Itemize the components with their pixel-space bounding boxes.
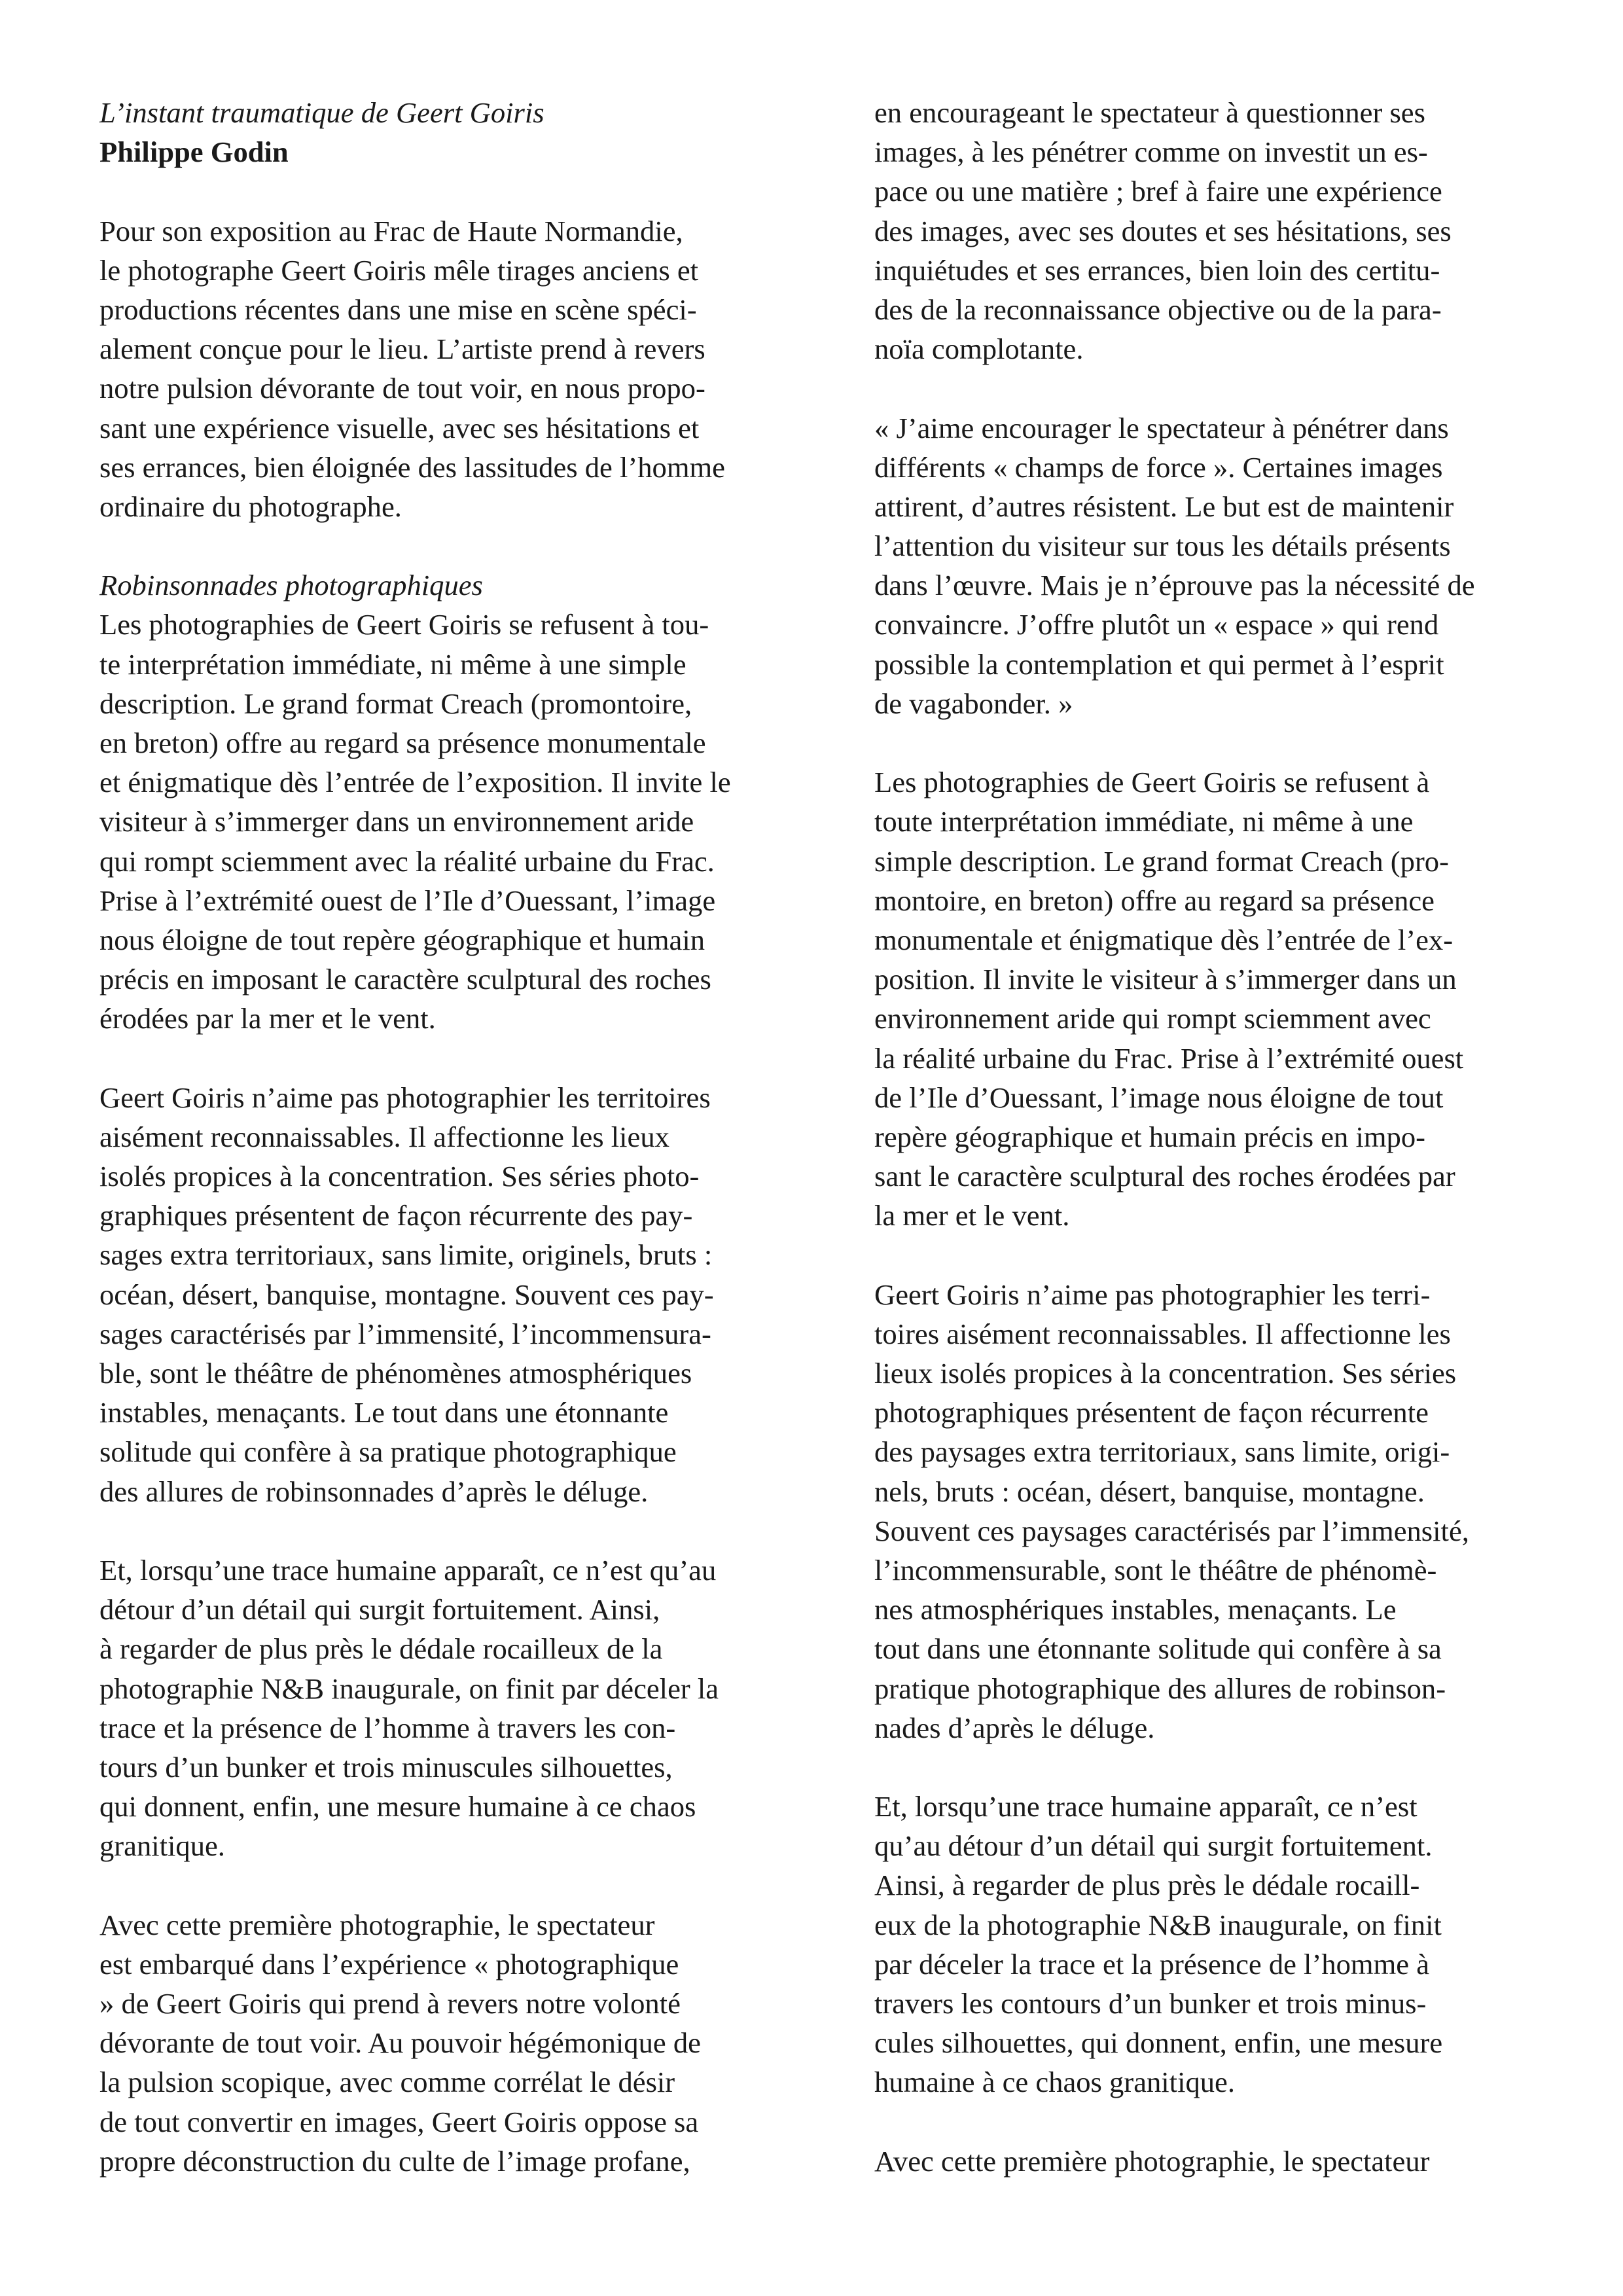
text-line: isolés propices à la concentration. Ses séries photo- <box>99 1160 700 1193</box>
text-line: détour d’un détail qui surgit fortuitement. Ainsi, <box>99 1593 660 1626</box>
text-line: l’attention du visiteur sur tous les détails présents <box>874 529 1451 563</box>
text-line: Avec cette première photographie, le spectateur <box>99 1908 655 1941</box>
text-line: Les photographies de Geert Goiris se refusent à tou- <box>99 608 709 641</box>
text-line: Avec cette première photographie, le spectateur <box>874 2144 1430 2178</box>
paragraph-spacer <box>874 368 1584 408</box>
left-column <box>99 93 810 2181</box>
text-line: tout dans une étonnante solitude qui confère à sa <box>874 1632 1442 1666</box>
text-line: est embarqué dans l’expérience « photographique <box>99 1947 679 1981</box>
text-line: position. Il invite le visiteur à s’immerger dans un <box>874 963 1457 996</box>
left-paragraph-2 <box>99 1078 810 1511</box>
text-line: te interprétation immédiate, ni même à une simple <box>99 647 687 681</box>
section-subheading: Robinsonnades photographiques <box>99 569 483 602</box>
article-title: L’instant traumatique de Geert Goiris <box>99 96 544 129</box>
text-line: nous éloigne de tout repère géographique et humain <box>99 923 705 956</box>
text-line: productions récentes dans une mise en scène spéci- <box>99 293 697 326</box>
text-line: environnement aride qui rompt sciemment avec <box>874 1002 1431 1035</box>
paragraph-spacer <box>874 2102 1584 2142</box>
text-line: Prise à l’extrémité ouest de l’Ile d’Ouessant, l’image <box>99 884 716 917</box>
left-paragraph-4 <box>99 1905 810 2181</box>
text-line: océan, désert, banquise, montagne. Souvent ces pay- <box>99 1278 714 1311</box>
text-line: sant une expérience visuelle, avec ses hésitations et <box>99 411 700 444</box>
text-line: images, à les pénétrer comme on investit un es- <box>874 135 1428 169</box>
paragraph-spacer <box>874 1748 1584 1787</box>
text-line: granitique. <box>99 1829 225 1863</box>
text-line: visiteur à s’immerger dans un environnement aride <box>99 805 694 838</box>
text-line: humaine à ce chaos granitique. <box>874 2066 1235 2099</box>
text-line: inquiétudes et ses errances, bien loin des certitu- <box>874 253 1440 287</box>
text-line: nades d’après le déluge. <box>874 1711 1155 1744</box>
text-line: précis en imposant le caractère sculptural des roches <box>99 963 711 996</box>
text-line: des allures de robinsonnades d’après le déluge. <box>99 1475 649 1508</box>
text-line: la pulsion scopique, avec comme corrélat le désir <box>99 2066 675 2099</box>
text-line: lieux isolés propices à la concentration. Ses séries <box>874 1357 1457 1390</box>
text-line: simple description. Le grand format Creach (pro- <box>874 844 1449 878</box>
intro-paragraph <box>99 211 810 527</box>
text-line: travers les contours d’un bunker et trois minus- <box>874 1987 1427 2020</box>
right-paragraph-1 <box>874 93 1584 368</box>
text-line: Geert Goiris n’aime pas photographier les terri- <box>874 1278 1431 1311</box>
text-line: par déceler la trace et la présence de l’homme à <box>874 1947 1429 1981</box>
text-line: en encourageant le spectateur à questionner ses <box>874 96 1425 129</box>
right-column <box>874 93 1584 2181</box>
paragraph-spacer <box>99 526 810 565</box>
text-line: sages extra territoriaux, sans limite, originels, bruts : <box>99 1238 713 1272</box>
text-line: toires aisément reconnaissables. Il affectionne les <box>874 1317 1451 1350</box>
text-line: eux de la photographie N&B inaugurale, on finit <box>874 1908 1442 1941</box>
text-line: érodées par la mer et le vent. <box>99 1002 436 1035</box>
right-paragraph-3 <box>874 1275 1584 1748</box>
text-line: Les photographies de Geert Goiris se refusent à <box>874 766 1430 799</box>
text-line: aisément reconnaissables. Il affectionne les lieux <box>99 1120 669 1153</box>
text-line: toute interprétation immédiate, ni même à une <box>874 805 1414 838</box>
text-line: convaincre. J’offre plutôt un « espace » qui rend <box>874 608 1439 641</box>
text-line: ses errances, bien éloignée des lassitudes de l’homme <box>99 450 725 484</box>
text-line: Et, lorsqu’une trace humaine apparaît, ce n’est <box>874 1790 1418 1823</box>
text-line: propre déconstruction du culte de l’image profane, <box>99 2144 690 2178</box>
text-line: ordinaire du photographe. <box>99 490 402 523</box>
paragraph-spacer <box>99 1865 810 1905</box>
text-line: nels, bruts : océan, désert, banquise, montagne. <box>874 1475 1425 1508</box>
text-line: qui donnent, enfin, une mesure humaine à ce chaos <box>99 1790 696 1823</box>
text-line: Souvent ces paysages caractérisés par l’immensité, <box>874 1514 1469 1547</box>
text-line: des images, avec ses doutes et ses hésitations, ses <box>874 214 1452 247</box>
right-paragraph-5 <box>874 2142 1584 2181</box>
text-line: qu’au détour d’un détail qui surgit fortuitement. <box>874 1829 1433 1863</box>
text-line: Et, lorsqu’une trace humaine apparaît, ce n’est qu’au <box>99 1553 717 1587</box>
paragraph-spacer <box>99 1039 810 1078</box>
text-line: Geert Goiris n’aime pas photographier les territoires <box>99 1081 711 1114</box>
text-line: des de la reconnaissance objective ou de la para- <box>874 293 1442 326</box>
text-line: instables, menaçants. Le tout dans une étonnante <box>99 1396 669 1429</box>
article-author: Philippe Godin <box>99 135 289 169</box>
text-line: pratique photographique des allures de robinson- <box>874 1672 1446 1705</box>
text-line: Pour son exposition au Frac de Haute Normandie, <box>99 214 683 247</box>
text-line: possible la contemplation et qui permet à l’esprit <box>874 647 1444 681</box>
text-line: montoire, en breton) offre au regard sa présence <box>874 884 1435 917</box>
text-line: attirent, d’autres résistent. Le but est de maintenir <box>874 490 1454 523</box>
paragraph-spacer <box>99 171 810 211</box>
text-line: Ainsi, à regarder de plus près le dédale rocaill- <box>874 1869 1420 1902</box>
text-line: à regarder de plus près le dédale rocailleux de la <box>99 1632 663 1666</box>
text-line: l’incommensurable, sont le théâtre de phénomè- <box>874 1553 1437 1587</box>
text-line: trace et la présence de l’homme à travers les con- <box>99 1711 676 1744</box>
text-line: photographie N&B inaugurale, on finit par déceler la <box>99 1672 719 1705</box>
text-line: solitude qui confère à sa pratique photographique <box>99 1435 677 1469</box>
text-line: sages caractérisés par l’immensité, l’incommensura- <box>99 1317 711 1350</box>
paragraph-spacer <box>874 1235 1584 1274</box>
paragraph-spacer <box>99 1511 810 1551</box>
text-line: « J’aime encourager le spectateur à pénétrer dans <box>874 411 1449 444</box>
text-line: différents « champs de force ». Certaines images <box>874 450 1443 484</box>
text-line: de l’Ile d’Ouessant, l’image nous éloigne de tout <box>874 1081 1444 1114</box>
paragraph-spacer <box>874 723 1584 762</box>
text-line: » de Geert Goiris qui prend à revers notre volonté <box>99 1987 681 2020</box>
text-line: notre pulsion dévorante de tout voir, en nous propo- <box>99 372 705 405</box>
left-paragraph-1 <box>99 605 810 1038</box>
text-line: photographiques présentent de façon récurrente <box>874 1396 1429 1429</box>
right-paragraph-2 <box>874 762 1584 1235</box>
text-line: pace ou une matière ; bref à faire une expérience <box>874 175 1442 208</box>
text-line: noïa complotante. <box>874 332 1084 366</box>
text-line: tours d’un bunker et trois minuscules silhouettes, <box>99 1750 673 1784</box>
text-line: monumentale et énigmatique dès l’entrée de l’ex- <box>874 923 1454 956</box>
text-line: nes atmosphériques instables, menaçants. Le <box>874 1593 1397 1626</box>
text-line: de vagabonder. » <box>874 687 1073 720</box>
text-line: en breton) offre au regard sa présence monumentale <box>99 726 706 759</box>
text-line: et énigmatique dès l’entrée de l’exposition. Il invite le <box>99 766 731 799</box>
text-line: des paysages extra territoriaux, sans limite, origi- <box>874 1435 1450 1469</box>
text-line: alement conçue pour le lieu. L’artiste prend à revers <box>99 332 705 366</box>
text-line: repère géographique et humain précis en impo- <box>874 1120 1425 1153</box>
left-paragraph-3 <box>99 1551 810 1866</box>
text-line: le photographe Geert Goiris mêle tirages anciens et <box>99 253 699 287</box>
artist-quote <box>874 408 1584 724</box>
text-line: dans l’œuvre. Mais je n’éprouve pas la nécessité de <box>874 569 1475 602</box>
text-line: la mer et le vent. <box>874 1199 1070 1232</box>
text-line: de tout convertir en images, Geert Goiris oppose sa <box>99 2105 699 2138</box>
text-line: graphiques présentent de façon récurrente des pay- <box>99 1199 693 1232</box>
text-line: dévorante de tout voir. Au pouvoir hégémonique de <box>99 2026 701 2060</box>
text-line: description. Le grand format Creach (promontoire, <box>99 687 692 720</box>
text-line: ble, sont le théâtre de phénomènes atmosphériques <box>99 1357 692 1390</box>
text-line: la réalité urbaine du Frac. Prise à l’extrémité ouest <box>874 1041 1464 1075</box>
text-line: sant le caractère sculptural des roches érodées par <box>874 1160 1455 1193</box>
text-line: qui rompt sciemment avec la réalité urbaine du Frac. <box>99 844 715 878</box>
text-line: cules silhouettes, qui donnent, enfin, une mesure <box>874 2026 1443 2060</box>
right-paragraph-4 <box>874 1787 1584 2102</box>
